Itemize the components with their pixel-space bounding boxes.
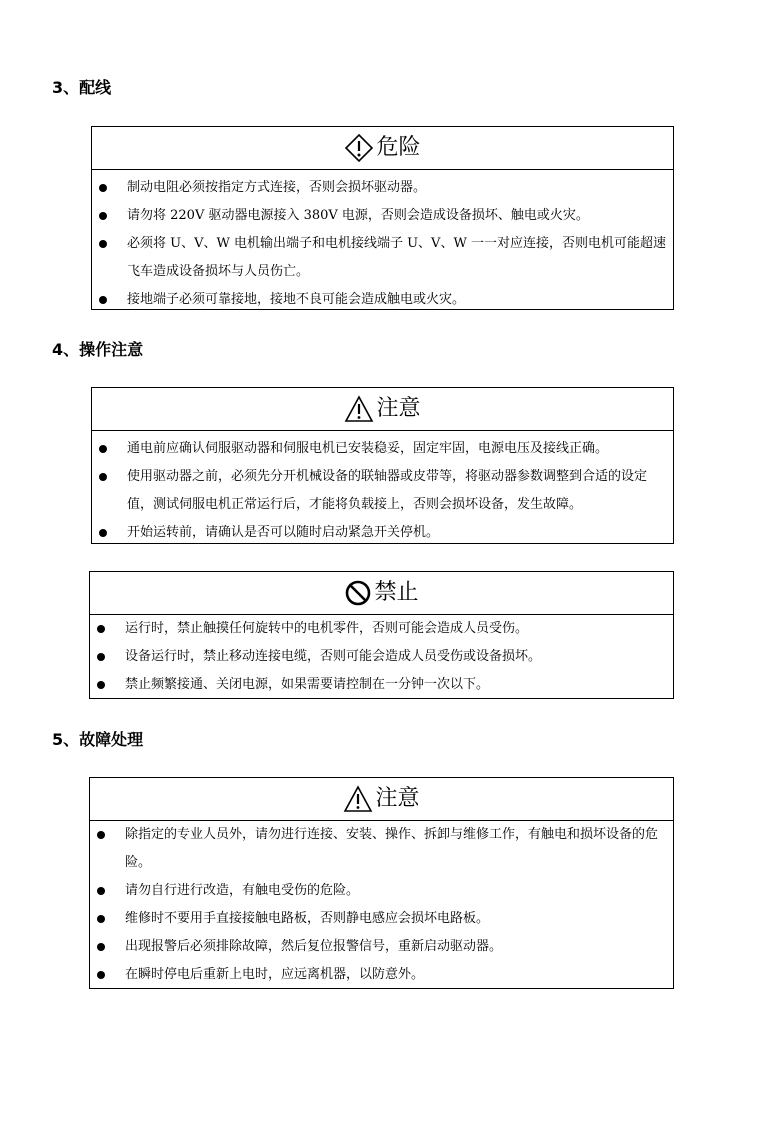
prohibited-circle-icon: [344, 579, 372, 607]
bullet-icon: [99, 212, 107, 220]
caution-list-operation: [92, 431, 673, 547]
bullet-icon: [99, 529, 107, 537]
bullet-icon: [97, 943, 105, 951]
danger-list: [92, 170, 673, 314]
bullet-icon: [97, 625, 105, 633]
danger-diamond-exclamation-icon: [344, 133, 374, 163]
warning-triangle-icon: [343, 785, 373, 813]
caution-list-troubleshooting: [90, 821, 673, 989]
prohibit-box-title: 禁止: [374, 580, 419, 605]
bullet-icon: [99, 240, 107, 248]
bullet-icon: [99, 296, 107, 304]
danger-box-title: 危险: [376, 135, 421, 160]
list-item: 通电前应确认伺服驱动器和伺服电机已安装稳妥，固定牢固，电源电压及接线正确。: [92, 435, 673, 463]
danger-box: [91, 126, 674, 310]
caution-box-header: [90, 778, 673, 821]
caution-box-title: 注意: [376, 396, 421, 421]
bullet-icon: [97, 915, 105, 923]
caution-box-header: [92, 388, 673, 431]
bullet-icon: [97, 831, 105, 839]
list-item: 设备运行时，禁止移动连接电缆，否则可能会造成人员受伤或设备损坏。: [90, 643, 673, 671]
prohibit-box-header: [90, 572, 673, 615]
danger-box-header: [92, 127, 673, 170]
list-item: 接地端子必须可靠接地，接地不良可能会造成触电或火灾。: [92, 286, 673, 314]
list-item: 禁止频繁接通、关闭电源，如果需要请控制在一分钟一次以下。: [90, 671, 673, 699]
prohibit-list: [90, 615, 673, 699]
list-item: 制动电阻必须按指定方式连接，否则会损坏驱动器。: [92, 174, 673, 202]
section-title-wiring: 3、配线: [52, 78, 112, 97]
list-item: 维修时不要用手直接接触电路板，否则静电感应会损坏电路板。: [90, 905, 673, 933]
list-item: 请勿自行进行改造，有触电受伤的危险。: [90, 877, 673, 905]
bullet-icon: [97, 971, 105, 979]
list-item: 请勿将 220V 驱动器电源接入 380V 电源，否则会造成设备损坏、触电或火灾。: [92, 202, 673, 230]
bullet-icon: [99, 473, 107, 481]
list-item: 出现报警后必须排除故障，然后复位报警信号，重新启动驱动器。: [90, 933, 673, 961]
prohibit-box: [89, 571, 674, 699]
list-item: 开始运转前，请确认是否可以随时启动紧急开关停机。: [92, 519, 673, 547]
caution-box-operation: [91, 387, 674, 544]
list-item: 除指定的专业人员外，请勿进行连接、安装、操作、拆卸与维修工作，有触电和损坏设备的危险。: [90, 821, 673, 877]
bullet-icon: [97, 653, 105, 661]
section-title-troubleshooting: 5、故障处理: [52, 730, 144, 749]
list-item: 在瞬时停电后重新上电时，应远离机器，以防意外。: [90, 961, 673, 989]
list-item: 使用驱动器之前，必须先分开机械设备的联轴器或皮带等，将驱动器参数调整到合适的设定值，测试伺服电机正常运行后，才能将负载接上，否则会损坏设备，发生故障。: [92, 463, 673, 519]
caution-box-title: 注意: [375, 786, 420, 811]
section-title-operation-notes: 4、操作注意: [52, 340, 144, 359]
bullet-icon: [97, 887, 105, 895]
caution-box-troubleshooting: [89, 777, 674, 989]
bullet-icon: [97, 681, 105, 689]
warning-triangle-icon: [344, 395, 374, 423]
list-item: 运行时，禁止触摸任何旋转中的电机零件，否则可能会造成人员受伤。: [90, 615, 673, 643]
bullet-icon: [99, 445, 107, 453]
bullet-icon: [99, 184, 107, 192]
list-item: 必须将 U、V、W 电机输出端子和电机接线端子 U、V、W 一一对应连接，否则电机可能超速飞车造成设备损坏与人员伤亡。: [92, 230, 673, 286]
